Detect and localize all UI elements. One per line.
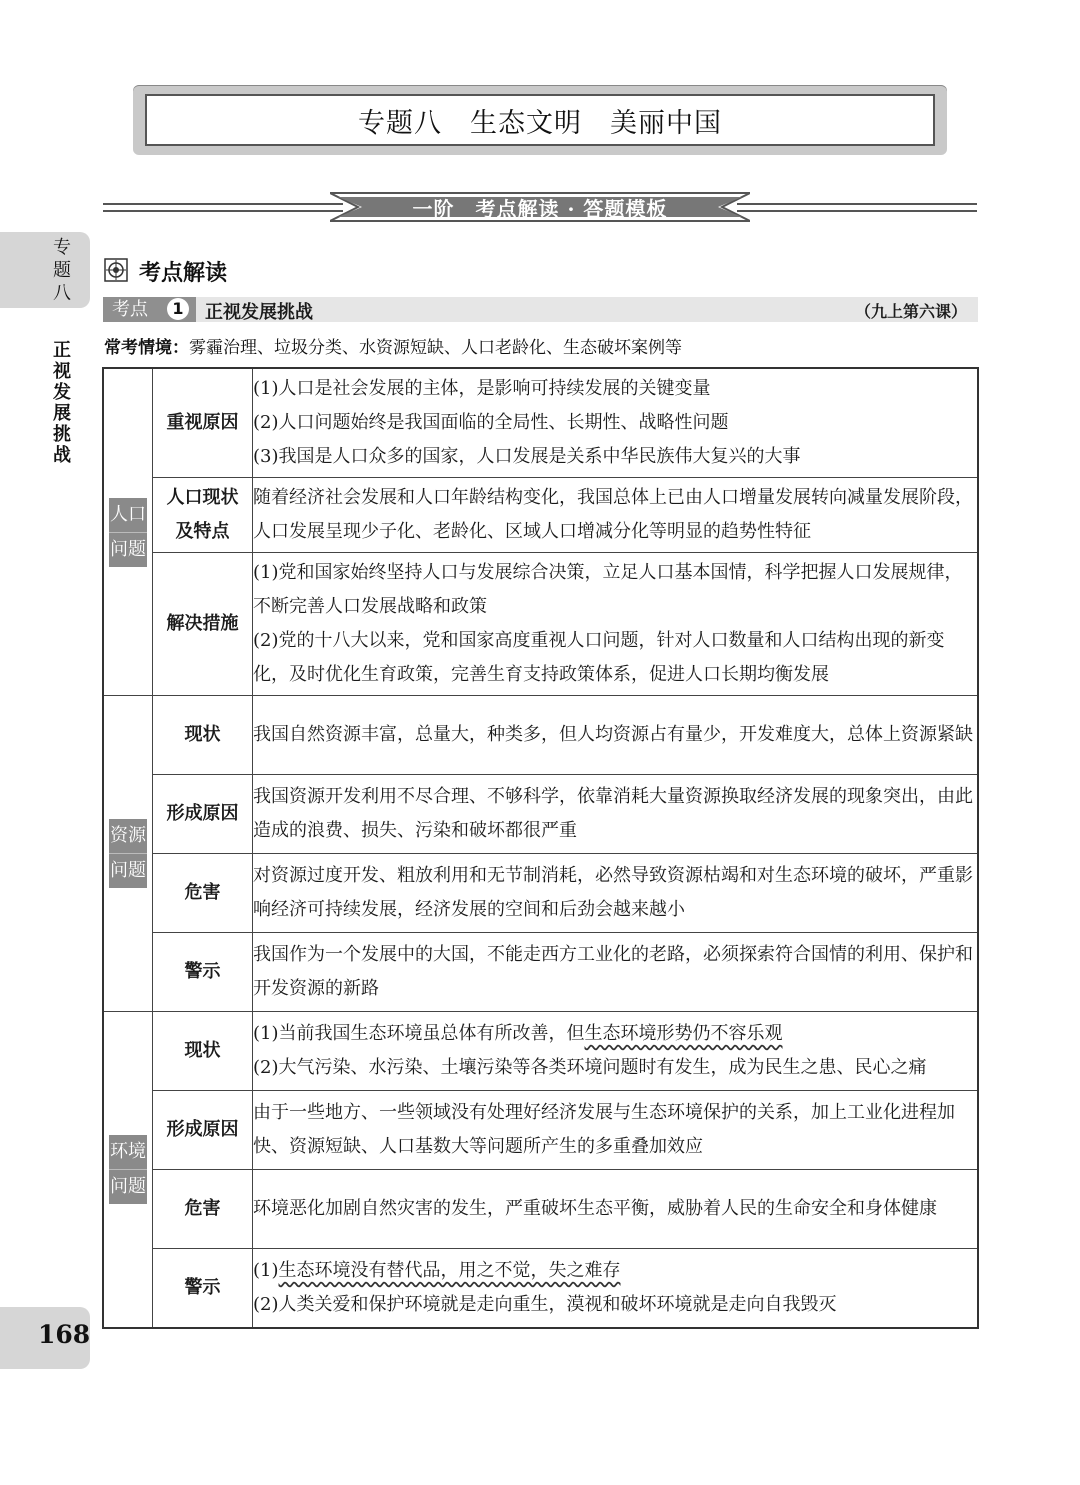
- category-cell: [103, 1012, 153, 1329]
- content-line: (2)大气污染、水污染、土壤污染等各类环境问题时有发生，成为民生之患、民心之痛: [253, 1057, 927, 1078]
- category-char: 人口: [110, 503, 146, 525]
- content-line: (1)党和国家始终坚持人口与发展综合决策，立足人口基本国情，科学把握人口发展规律，不断完善人口发展战略和政策: [253, 562, 963, 617]
- table-row: [103, 696, 978, 775]
- content-line: (3)我国是人口众多的国家，人口发展是关系中华民族伟大复兴的大事: [253, 446, 801, 467]
- side-topic-char: 挑: [53, 424, 71, 445]
- emphasized-text: 生态环境形势仍不容乐观: [584, 1023, 783, 1044]
- row-label: 重视原因: [153, 368, 253, 478]
- row-content: [253, 1012, 979, 1091]
- kaodian-topic: 正视发展挑战: [205, 302, 313, 323]
- banner-line-left: [103, 203, 343, 212]
- row-content: 随着经济社会发展和人口年龄结构变化，我国总体上已由人口增量发展转向减量发展阶段，人口发展呈现少子化、老龄化、区域人口增减分化等明显的趋势性特征: [253, 478, 979, 553]
- category-label-environment: [109, 1135, 147, 1204]
- table-row: [103, 1091, 978, 1170]
- side-topic-char: 展: [53, 403, 71, 424]
- emphasized-text: 生态环境没有替代品，用之不觉，失之难存: [278, 1260, 621, 1281]
- content-line: (2)党的十八大以来，党和国家高度重视人口问题，针对人口数量和人口结构出现的新变化，及时优化生育政策，完善生育支持政策体系，促进人口长期均衡发展: [253, 630, 945, 685]
- kaodian-label: 考点: [112, 299, 148, 320]
- common-situations: [104, 333, 682, 358]
- row-label: 形成原因: [153, 775, 253, 854]
- category-label-population: [109, 498, 147, 567]
- situation-text: 雾霾治理、垃圾分类、水资源短缺、人口老龄化、生态破坏案例等: [189, 338, 682, 358]
- row-label: 现状: [153, 696, 253, 775]
- table-row: [103, 854, 978, 933]
- content-text: (1)当前我国生态环境虽总体有所改善，但: [253, 1023, 585, 1044]
- row-label: 现状: [153, 1012, 253, 1091]
- kaodian-number: 1: [167, 298, 189, 320]
- content-line: (2)人口问题始终是我国面临的全局性、长期性、战略性问题: [253, 412, 729, 433]
- side-char: 八: [53, 283, 71, 304]
- side-topic-char: 视: [53, 361, 71, 382]
- side-topic-label: [50, 340, 74, 466]
- stage-banner: [330, 191, 750, 223]
- table-row: [103, 1170, 978, 1249]
- table-row: [103, 1249, 978, 1329]
- row-content: 我国作为一个发展中的大国，不能走西方工业化的老路，必须探索符合国情的利用、保护和开发资源的新路: [253, 933, 979, 1012]
- row-label: 危害: [153, 854, 253, 933]
- page-title: [145, 94, 935, 146]
- row-label: 警示: [153, 933, 253, 1012]
- title-part-2: 生态文明: [470, 107, 582, 139]
- table-row: [103, 775, 978, 854]
- row-content: [253, 368, 979, 478]
- row-content: [253, 1249, 979, 1329]
- row-content: 环境恶化加剧自然灾害的发生，严重破坏生态平衡，威胁着人民的生命安全和身体健康: [253, 1170, 979, 1249]
- title-frame: [133, 85, 947, 155]
- category-char: 环境: [110, 1141, 146, 1162]
- row-label: 危害: [153, 1170, 253, 1249]
- side-topic-char: 发: [53, 382, 71, 403]
- row-label-line: 人口现状: [166, 487, 239, 508]
- row-content: 我国资源开发利用不尽合理、不够科学，依靠消耗大量资源换取经济发展的现象突出，由此造成的浪费、损失、污染和破坏都很严重: [253, 775, 979, 854]
- chapter-side-tab: [0, 232, 90, 308]
- category-cell: [103, 696, 153, 1012]
- section-title: 考点解读: [139, 261, 228, 286]
- side-char: 专: [53, 237, 71, 258]
- summary-table: [102, 367, 979, 1329]
- row-label: 警示: [153, 1249, 253, 1329]
- content-line: [253, 1254, 977, 1288]
- table-row: [103, 368, 978, 478]
- row-content: 对资源过度开发、粗放利用和无节制消耗，必然导致资源枯竭和对生态环境的破坏，严重影响经济可持续发展，经济发展的空间和后劲会越来越小: [253, 854, 979, 933]
- row-label-line: 及特点: [175, 521, 230, 542]
- category-char: 资源: [110, 825, 146, 846]
- category-char: 问题: [109, 1169, 147, 1204]
- row-content: [253, 553, 979, 696]
- row-label: 解决措施: [153, 553, 253, 696]
- situation-label: 常考情境：: [104, 338, 189, 358]
- banner-line-right: [737, 203, 977, 212]
- row-label: [153, 478, 253, 553]
- table-row: [103, 478, 978, 553]
- category-char: 问题: [109, 532, 147, 567]
- row-label: 形成原因: [153, 1091, 253, 1170]
- target-icon: [104, 258, 128, 282]
- row-content: 由于一些地方、一些领域没有处理好经济发展与生态环境保护的关系，加上工业化进程加快、资源短缺、人口基数大等问题所产生的多重叠加效应: [253, 1091, 979, 1170]
- title-part-1: 专题八: [358, 107, 442, 139]
- content-text: (1): [253, 1260, 279, 1281]
- chapter-side-label: [50, 236, 74, 305]
- content-line: [253, 1017, 977, 1051]
- category-cell: [103, 368, 153, 696]
- row-content: 我国自然资源丰富，总量大，种类多，但人均资源占有量少，开发难度大，总体上资源紧缺: [253, 696, 979, 775]
- title-part-3: 美丽中国: [610, 107, 722, 139]
- category-char: 问题: [109, 853, 147, 888]
- side-char: 题: [53, 260, 71, 281]
- content-line: (2)人类关爱和保护环境就是走向重生，漠视和破坏环境就是走向自我毁灭: [253, 1294, 837, 1315]
- content-line: (1)人口是社会发展的主体，是影响可持续发展的关键变量: [253, 378, 711, 399]
- table-row: [103, 933, 978, 1012]
- table-row: [103, 553, 978, 696]
- banner-text: 一阶 考点解读 · 答题模板: [412, 196, 668, 221]
- kaodian-lesson: （九上第六课）: [854, 302, 967, 321]
- table-row: [103, 1012, 978, 1091]
- category-label-resources: [109, 819, 147, 888]
- side-topic-char: 正: [53, 340, 71, 361]
- page-number: 168: [38, 1320, 91, 1349]
- side-topic-char: 战: [53, 445, 71, 466]
